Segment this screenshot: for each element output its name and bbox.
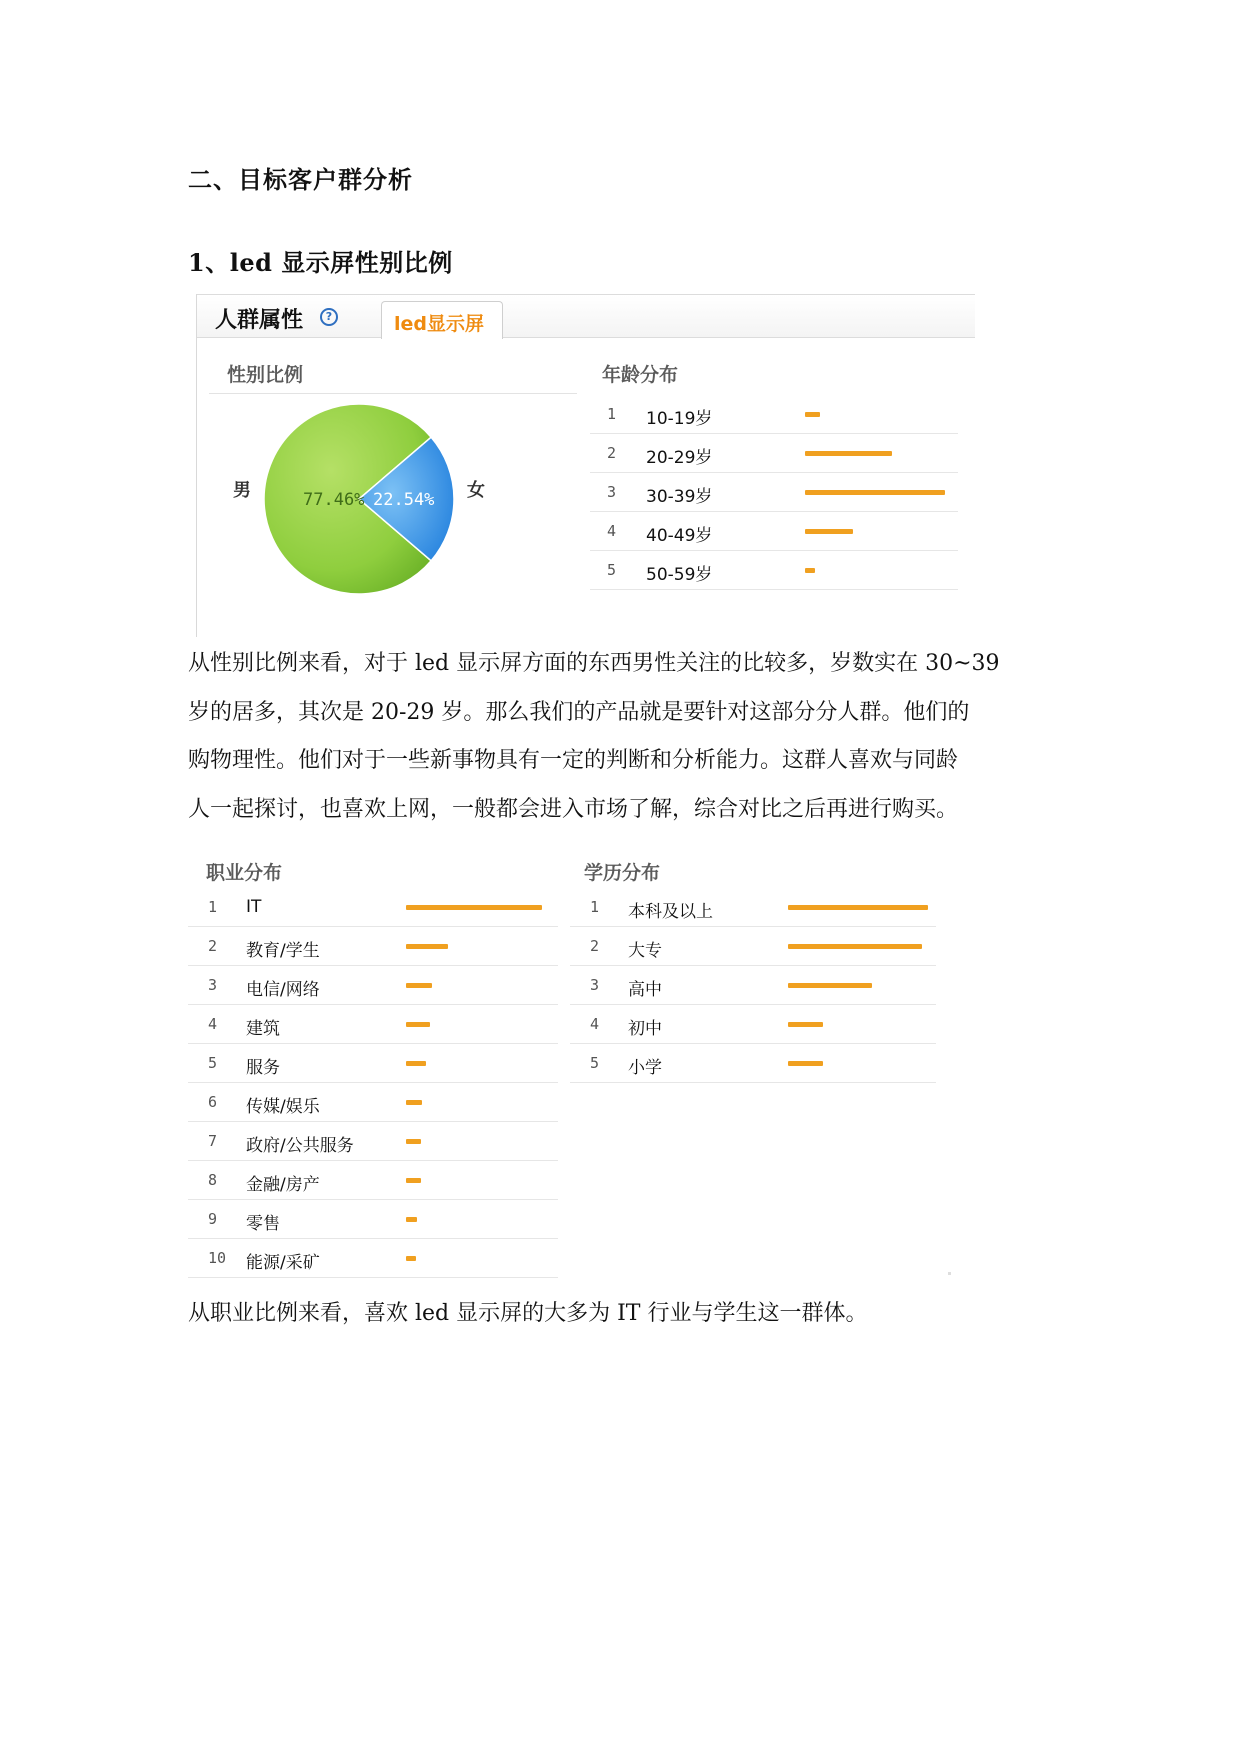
occupation-row bbox=[188, 1005, 558, 1044]
age-bar bbox=[805, 451, 892, 456]
age-row bbox=[590, 473, 958, 512]
occupation-bar bbox=[406, 944, 448, 949]
occupation-bar bbox=[406, 1061, 426, 1066]
occupation-row bbox=[188, 966, 558, 1005]
age-label: 30-39岁 bbox=[646, 487, 713, 507]
education-rank: 4 bbox=[590, 1015, 600, 1033]
male-label: 男 bbox=[233, 480, 251, 501]
gender-title: 性别比例 bbox=[227, 364, 304, 386]
occupation-label: 教育/学生 bbox=[246, 941, 320, 961]
occupation-bar bbox=[406, 1100, 422, 1105]
education-bar bbox=[788, 905, 928, 910]
paragraph-line: 从性别比例来看，对于 led 显示屏方面的东西男性关注的比较多，岁数实在 30~39 bbox=[188, 651, 1000, 676]
occupation-label: 金融/房产 bbox=[246, 1175, 320, 1195]
male-pct-label: 77.46% bbox=[303, 490, 365, 510]
occupation-bar bbox=[406, 983, 432, 988]
occupation-rank: 3 bbox=[208, 976, 218, 994]
age-rank: 1 bbox=[607, 405, 617, 423]
occupation-label: 政府/公共服务 bbox=[246, 1136, 354, 1156]
tab-label: led显示屏 bbox=[394, 313, 484, 335]
question-circle-icon[interactable]: ? bbox=[320, 308, 338, 326]
education-row bbox=[570, 966, 936, 1005]
education-bar bbox=[788, 1061, 823, 1066]
occupation-rank: 8 bbox=[208, 1171, 218, 1189]
occupation-bar bbox=[406, 1139, 421, 1144]
education-row bbox=[570, 1044, 936, 1083]
occupation-rank: 7 bbox=[208, 1132, 218, 1150]
occupation-label: 零售 bbox=[246, 1214, 280, 1234]
education-rank: 3 bbox=[590, 976, 600, 994]
section-heading: 二、目标客户群分析 bbox=[188, 166, 413, 194]
age-bar bbox=[805, 412, 820, 417]
occupation-rank: 2 bbox=[208, 937, 218, 955]
occupation-label: IT bbox=[246, 897, 262, 917]
occupation-label: 建筑 bbox=[246, 1019, 280, 1039]
paragraph-line: 岁的居多，其次是 20-29 岁。那么我们的产品就是要针对这部分分人群。他们的 bbox=[188, 699, 970, 725]
occupation-rank: 4 bbox=[208, 1015, 218, 1033]
occupation-row bbox=[188, 927, 558, 966]
occupation-rank: 10 bbox=[208, 1249, 227, 1267]
education-label: 大专 bbox=[628, 941, 662, 961]
gender-pie-chart bbox=[261, 401, 457, 597]
education-rank: 2 bbox=[590, 937, 600, 955]
education-label: 小学 bbox=[628, 1058, 662, 1078]
age-row bbox=[590, 551, 958, 590]
stray-dot bbox=[948, 1272, 951, 1275]
education-rank: 5 bbox=[590, 1054, 600, 1072]
analysis-paragraph-1 bbox=[188, 640, 1068, 834]
occupation-row bbox=[188, 1161, 558, 1200]
occupation-rank: 9 bbox=[208, 1210, 218, 1228]
occupation-label: 服务 bbox=[246, 1058, 280, 1078]
age-row bbox=[590, 395, 958, 434]
education-bar bbox=[788, 983, 872, 988]
crowd-attribute-panel bbox=[196, 294, 975, 637]
education-row bbox=[570, 1005, 936, 1044]
subsection-heading: 1、led 显示屏性别比例 bbox=[188, 248, 453, 277]
age-bar bbox=[805, 490, 945, 495]
female-label: 女 bbox=[467, 480, 485, 501]
age-row bbox=[590, 512, 958, 551]
education-rank: 1 bbox=[590, 898, 600, 916]
age-label: 40-49岁 bbox=[646, 526, 713, 546]
occupation-title: 职业分布 bbox=[206, 862, 283, 884]
occupation-rank: 6 bbox=[208, 1093, 218, 1111]
age-bar bbox=[805, 568, 815, 573]
age-row bbox=[590, 434, 958, 473]
occupation-bar bbox=[406, 1217, 417, 1222]
occupation-rank: 5 bbox=[208, 1054, 218, 1072]
education-label: 初中 bbox=[628, 1019, 662, 1039]
education-row bbox=[570, 927, 936, 966]
age-rank: 2 bbox=[607, 444, 617, 462]
occupation-label: 电信/网络 bbox=[246, 980, 320, 1000]
age-rank: 3 bbox=[607, 483, 617, 501]
occupation-row bbox=[188, 1122, 558, 1161]
education-label: 高中 bbox=[628, 980, 662, 1000]
female-pct-label: 22.54% bbox=[373, 490, 435, 510]
age-rank: 4 bbox=[607, 522, 617, 540]
panel-title: 人群属性 bbox=[215, 308, 304, 333]
education-row bbox=[570, 888, 936, 927]
analysis-paragraph-2: 从职业比例来看，喜欢 led 显示屏的大多为 IT 行业与学生这一群体。 bbox=[188, 1301, 868, 1326]
occupation-bar bbox=[406, 905, 542, 910]
occupation-label: 传媒/娱乐 bbox=[246, 1097, 320, 1117]
education-bar bbox=[788, 944, 922, 949]
occupation-label: 能源/采矿 bbox=[246, 1253, 320, 1273]
occupation-bar bbox=[406, 1022, 430, 1027]
tab-led-display[interactable] bbox=[381, 301, 503, 339]
education-bar bbox=[788, 1022, 823, 1027]
panel-header bbox=[197, 294, 975, 338]
age-label: 20-29岁 bbox=[646, 448, 713, 468]
occupation-row bbox=[188, 1083, 558, 1122]
education-title: 学历分布 bbox=[584, 862, 661, 884]
age-bar bbox=[805, 529, 853, 534]
occupation-bar bbox=[406, 1178, 421, 1183]
paragraph-line: 购物理性。他们对于一些新事物具有一定的判断和分析能力。这群人喜欢与同龄 bbox=[188, 748, 959, 773]
occupation-row bbox=[188, 1200, 558, 1239]
occupation-row bbox=[188, 888, 558, 927]
occupation-rank: 1 bbox=[208, 898, 218, 916]
paragraph-line: 人一起探讨，也喜欢上网，一般都会进入市场了解，综合对比之后再进行购买。 bbox=[188, 796, 959, 822]
occupation-row bbox=[188, 1044, 558, 1083]
gender-divider bbox=[209, 393, 577, 394]
occupation-bar bbox=[406, 1256, 416, 1261]
education-label: 本科及以上 bbox=[628, 902, 713, 922]
age-label: 10-19岁 bbox=[646, 409, 713, 429]
age-label: 50-59岁 bbox=[646, 565, 713, 585]
occupation-row bbox=[188, 1239, 558, 1278]
age-title: 年龄分布 bbox=[602, 364, 679, 386]
age-rank: 5 bbox=[607, 561, 617, 579]
